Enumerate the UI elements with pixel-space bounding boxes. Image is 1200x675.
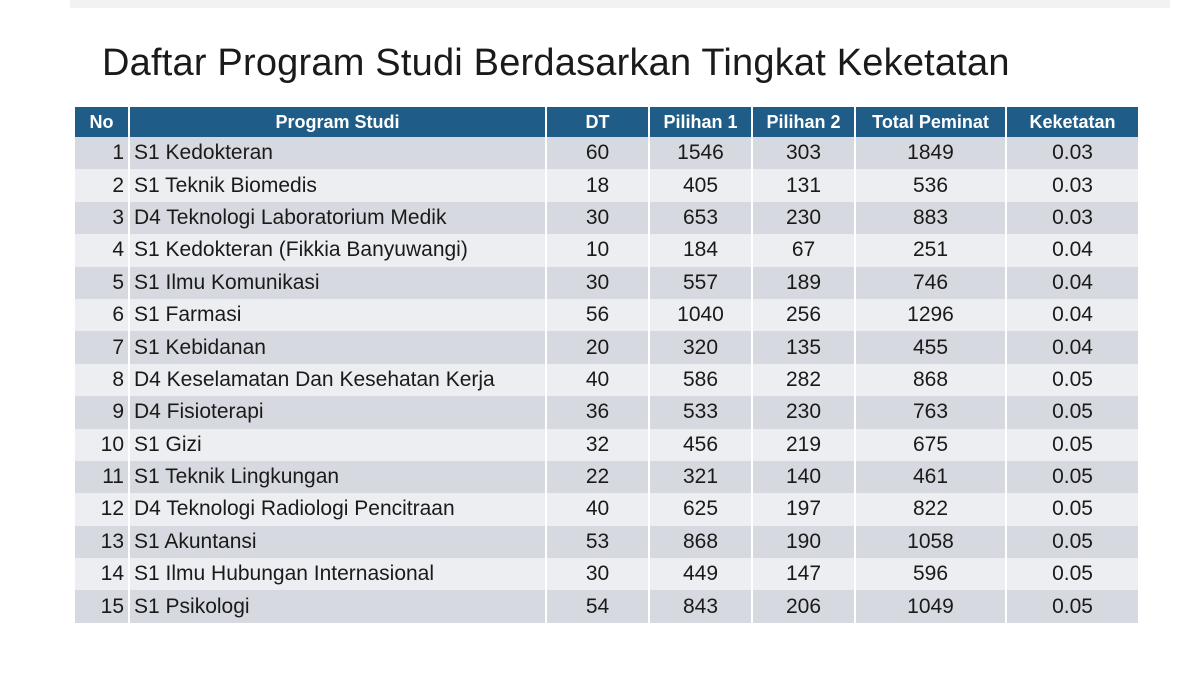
cell-pilihan-2: 190	[752, 526, 855, 558]
table-row	[75, 364, 1138, 396]
table-row	[75, 429, 1138, 461]
table-row	[75, 234, 1138, 266]
cell-total-peminat: 883	[855, 202, 1006, 234]
cell-keketatan: 0.03	[1006, 169, 1138, 201]
cell-no: 2	[75, 169, 129, 201]
cell-keketatan: 0.05	[1006, 590, 1138, 622]
cell-program-studi: S1 Kedokteran (Fikkia Banyuwangi)	[129, 234, 546, 266]
cell-program-studi: S1 Kedokteran	[129, 137, 546, 169]
cell-total-peminat: 675	[855, 429, 1006, 461]
table-row	[75, 137, 1138, 169]
cell-program-studi: S1 Ilmu Komunikasi	[129, 267, 546, 299]
cell-dt: 40	[546, 364, 649, 396]
cell-program-studi: S1 Ilmu Hubungan Internasional	[129, 558, 546, 590]
cell-pilihan-1: 625	[649, 493, 752, 525]
header-no: No	[75, 107, 129, 137]
cell-dt: 56	[546, 299, 649, 331]
cell-keketatan: 0.05	[1006, 526, 1138, 558]
table-row	[75, 331, 1138, 363]
cell-total-peminat: 1849	[855, 137, 1006, 169]
table-row	[75, 202, 1138, 234]
cell-no: 11	[75, 461, 129, 493]
top-band	[70, 0, 1170, 8]
cell-pilihan-1: 449	[649, 558, 752, 590]
cell-total-peminat: 822	[855, 493, 1006, 525]
table-row	[75, 461, 1138, 493]
cell-dt: 22	[546, 461, 649, 493]
header-keketatan: Keketatan	[1006, 107, 1138, 137]
cell-pilihan-1: 843	[649, 590, 752, 622]
study-program-table	[75, 107, 1138, 623]
cell-program-studi: D4 Fisioterapi	[129, 396, 546, 428]
cell-pilihan-1: 405	[649, 169, 752, 201]
cell-no: 6	[75, 299, 129, 331]
cell-no: 4	[75, 234, 129, 266]
cell-keketatan: 0.05	[1006, 396, 1138, 428]
cell-program-studi: S1 Teknik Lingkungan	[129, 461, 546, 493]
cell-pilihan-2: 230	[752, 202, 855, 234]
header-dt: DT	[546, 107, 649, 137]
cell-dt: 53	[546, 526, 649, 558]
cell-keketatan: 0.05	[1006, 558, 1138, 590]
cell-no: 13	[75, 526, 129, 558]
cell-keketatan: 0.05	[1006, 461, 1138, 493]
cell-no: 3	[75, 202, 129, 234]
cell-total-peminat: 536	[855, 169, 1006, 201]
table-row	[75, 493, 1138, 525]
cell-dt: 30	[546, 202, 649, 234]
cell-total-peminat: 596	[855, 558, 1006, 590]
cell-pilihan-2: 206	[752, 590, 855, 622]
cell-no: 7	[75, 331, 129, 363]
cell-dt: 10	[546, 234, 649, 266]
cell-pilihan-1: 653	[649, 202, 752, 234]
cell-no: 1	[75, 137, 129, 169]
table-row	[75, 590, 1138, 622]
cell-total-peminat: 1296	[855, 299, 1006, 331]
cell-pilihan-2: 147	[752, 558, 855, 590]
cell-dt: 54	[546, 590, 649, 622]
cell-keketatan: 0.05	[1006, 364, 1138, 396]
cell-total-peminat: 868	[855, 364, 1006, 396]
header-total-peminat: Total Peminat	[855, 107, 1006, 137]
table-row	[75, 169, 1138, 201]
cell-total-peminat: 461	[855, 461, 1006, 493]
cell-pilihan-2: 189	[752, 267, 855, 299]
cell-pilihan-2: 197	[752, 493, 855, 525]
cell-keketatan: 0.04	[1006, 267, 1138, 299]
cell-pilihan-2: 140	[752, 461, 855, 493]
cell-dt: 40	[546, 493, 649, 525]
cell-no: 8	[75, 364, 129, 396]
header-pilihan-2: Pilihan 2	[752, 107, 855, 137]
cell-keketatan: 0.05	[1006, 493, 1138, 525]
cell-pilihan-1: 586	[649, 364, 752, 396]
cell-keketatan: 0.04	[1006, 331, 1138, 363]
cell-pilihan-1: 868	[649, 526, 752, 558]
cell-total-peminat: 1049	[855, 590, 1006, 622]
cell-dt: 30	[546, 267, 649, 299]
cell-program-studi: D4 Keselamatan Dan Kesehatan Kerja	[129, 364, 546, 396]
cell-dt: 60	[546, 137, 649, 169]
cell-pilihan-1: 184	[649, 234, 752, 266]
cell-pilihan-1: 1040	[649, 299, 752, 331]
cell-keketatan: 0.04	[1006, 299, 1138, 331]
cell-pilihan-1: 1546	[649, 137, 752, 169]
cell-no: 9	[75, 396, 129, 428]
cell-pilihan-2: 230	[752, 396, 855, 428]
cell-pilihan-1: 533	[649, 396, 752, 428]
cell-no: 12	[75, 493, 129, 525]
cell-program-studi: S1 Akuntansi	[129, 526, 546, 558]
table-body	[75, 137, 1138, 623]
table-row	[75, 299, 1138, 331]
cell-program-studi: S1 Kebidanan	[129, 331, 546, 363]
cell-program-studi: S1 Gizi	[129, 429, 546, 461]
cell-dt: 36	[546, 396, 649, 428]
cell-pilihan-2: 219	[752, 429, 855, 461]
cell-keketatan: 0.03	[1006, 202, 1138, 234]
cell-program-studi: S1 Farmasi	[129, 299, 546, 331]
cell-pilihan-2: 131	[752, 169, 855, 201]
cell-no: 14	[75, 558, 129, 590]
header-program-studi: Program Studi	[129, 107, 546, 137]
cell-dt: 18	[546, 169, 649, 201]
cell-program-studi: S1 Psikologi	[129, 590, 546, 622]
table-row	[75, 558, 1138, 590]
cell-dt: 32	[546, 429, 649, 461]
cell-pilihan-1: 320	[649, 331, 752, 363]
cell-keketatan: 0.05	[1006, 429, 1138, 461]
cell-pilihan-1: 321	[649, 461, 752, 493]
cell-total-peminat: 763	[855, 396, 1006, 428]
table-header	[75, 107, 1138, 137]
cell-program-studi: D4 Teknologi Laboratorium Medik	[129, 202, 546, 234]
cell-pilihan-2: 67	[752, 234, 855, 266]
cell-program-studi: D4 Teknologi Radiologi Pencitraan	[129, 493, 546, 525]
cell-pilihan-2: 282	[752, 364, 855, 396]
table-row	[75, 267, 1138, 299]
cell-no: 15	[75, 590, 129, 622]
cell-dt: 30	[546, 558, 649, 590]
cell-keketatan: 0.03	[1006, 137, 1138, 169]
cell-total-peminat: 746	[855, 267, 1006, 299]
cell-total-peminat: 455	[855, 331, 1006, 363]
cell-pilihan-1: 557	[649, 267, 752, 299]
cell-keketatan: 0.04	[1006, 234, 1138, 266]
cell-total-peminat: 1058	[855, 526, 1006, 558]
cell-no: 10	[75, 429, 129, 461]
cell-program-studi: S1 Teknik Biomedis	[129, 169, 546, 201]
cell-pilihan-1: 456	[649, 429, 752, 461]
cell-no: 5	[75, 267, 129, 299]
cell-total-peminat: 251	[855, 234, 1006, 266]
cell-pilihan-2: 256	[752, 299, 855, 331]
cell-pilihan-2: 135	[752, 331, 855, 363]
table-row	[75, 396, 1138, 428]
table-row	[75, 526, 1138, 558]
cell-pilihan-2: 303	[752, 137, 855, 169]
cell-dt: 20	[546, 331, 649, 363]
page-title: Daftar Program Studi Berdasarkan Tingkat Keketatan	[102, 42, 1010, 84]
header-row	[75, 107, 1138, 137]
header-pilihan-1: Pilihan 1	[649, 107, 752, 137]
